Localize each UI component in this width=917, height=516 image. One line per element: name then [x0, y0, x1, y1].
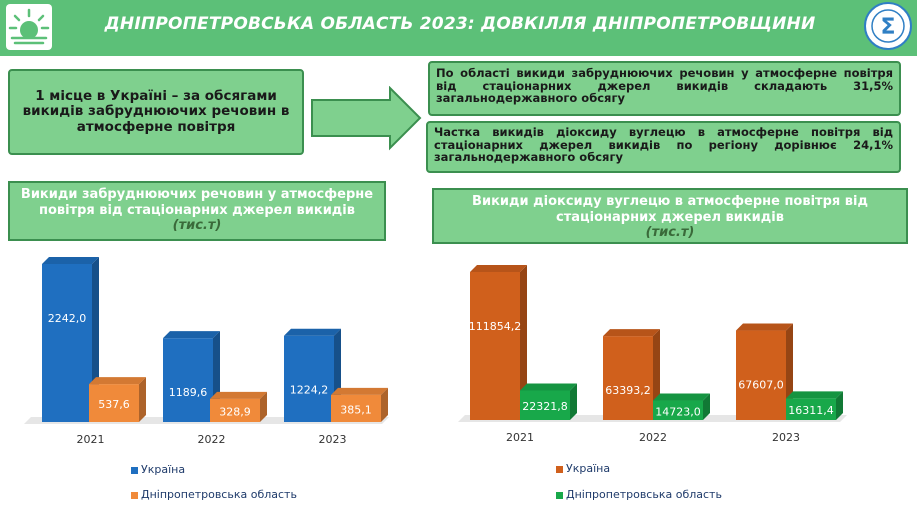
chart2-legend-item-region: [556, 488, 722, 501]
chart2-legend-item-ukraine: [556, 462, 610, 475]
info-box-pollutants: По області викиди забруднюючих речовин у атмосферне повітря від стаціонарних джерел викидів складають 31,5% загальнодержавного обсягу: [428, 61, 901, 116]
chart1-x-tick-label: 2023: [318, 433, 347, 446]
chart1-data-label: 328,9: [219, 405, 251, 419]
chart2-data-label: 16311,4: [788, 404, 834, 418]
chart1-data-label: 385,1: [340, 403, 372, 417]
legend-label: Україна: [566, 462, 611, 475]
chart2-x-tick-label: 2022: [639, 431, 667, 444]
chart1-x-tick-label: 2021: [76, 433, 105, 446]
sun-logo-icon: [6, 4, 52, 50]
chart2-data-label: 63393,2: [605, 384, 651, 398]
legend-label: Україна: [141, 463, 186, 476]
chart2-data-label: 67607,0: [738, 378, 784, 392]
chart1-legend-item-region: [131, 488, 297, 501]
chart2-x-tick-label: 2023: [772, 431, 800, 444]
page-title: ДНІПРОПЕТРОВСЬКА ОБЛАСТЬ 2023: ДОВКІЛЛЯ ДНІПРОПЕТРОВЩИНИ: [104, 14, 816, 34]
chart2-bar-2023-s0: [736, 324, 793, 420]
chart1-title-text: Викиди забруднюючих речовин у атмосферне повітря від стаціонарних джерел викидів: [20, 187, 374, 218]
chart1-data-label: 537,6: [98, 398, 130, 412]
chart1-x-tick-label: 2022: [197, 433, 226, 446]
chart1-data-label: 2242,0: [47, 312, 87, 325]
header-bar: [0, 0, 917, 56]
chart1-legend-item-ukraine: [131, 463, 185, 476]
right-arrow-icon: [310, 86, 422, 152]
chart2-x-tick-label: 2021: [506, 431, 534, 444]
chart1-plot: [0, 245, 420, 455]
chart1-data-label: 1224,2: [289, 383, 329, 397]
chart2-unit: (тис.т): [645, 225, 695, 241]
legend-swatch: [556, 466, 563, 473]
chart1-title: [8, 181, 386, 241]
chart2-bar-2021-s0: [470, 265, 527, 420]
legend-label: Дніпропетровська область: [566, 488, 722, 501]
legend-swatch: [131, 492, 138, 499]
info-box-co2: Частка викидів діоксиду вуглецю в атмосферне повітря від стаціонарних джерел викидів по регіону дорівнює 24,1% загальнодержавного обсягу: [426, 121, 901, 173]
chart2-title: [432, 188, 908, 244]
chart2-bar-2022-s0: [603, 329, 660, 420]
sigma-logo-icon: [864, 2, 912, 50]
legend-label: Дніпропетровська область: [141, 488, 297, 501]
chart2-data-label: 22321,8: [522, 400, 568, 414]
legend-swatch: [131, 467, 138, 474]
legend-swatch: [556, 492, 563, 499]
rank-box: 1 місце в Україні – за обсягами викидів забруднюючих речовин в атмосферне повітря: [8, 69, 304, 155]
chart1-data-label: 1189,6: [168, 386, 208, 400]
svg-text:Σ: Σ: [880, 15, 896, 40]
chart1-unit: (тис.т): [172, 218, 222, 234]
chart2-plot: [440, 245, 860, 455]
chart2-title-text: Викиди діоксиду вуглецю в атмосферне повітря від стаціонарних джерел викидів: [472, 194, 868, 225]
chart2-data-label: 111854,2: [468, 320, 522, 333]
chart2-data-label: 14723,0: [655, 405, 701, 419]
